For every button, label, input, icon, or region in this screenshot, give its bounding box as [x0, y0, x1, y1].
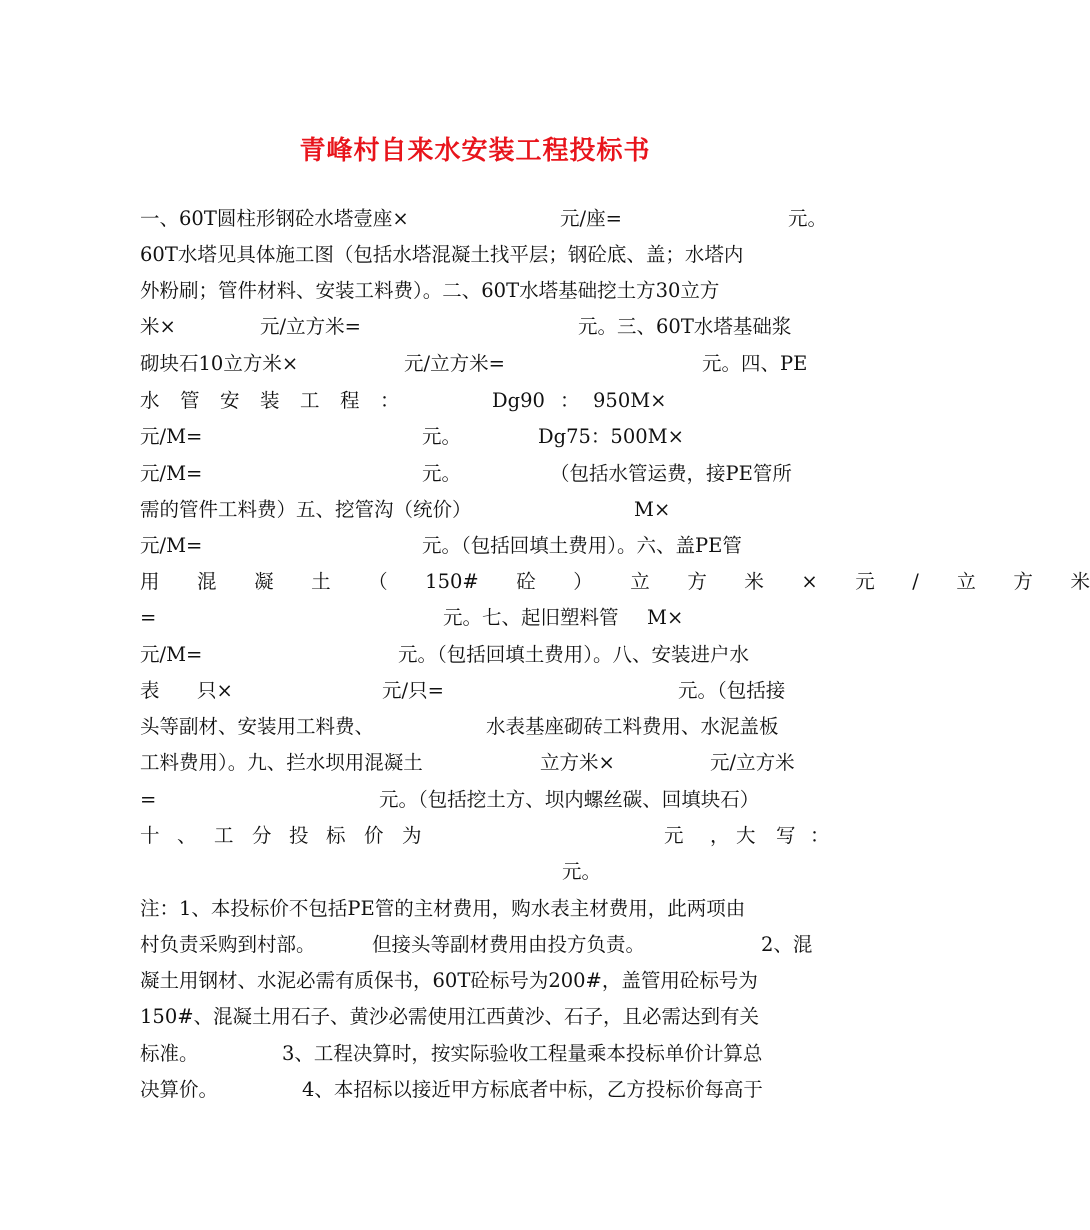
- text-segment: ：: [560, 389, 580, 412]
- text-segment: 大: [736, 824, 756, 847]
- text-segment: 标准。: [140, 1042, 199, 1065]
- text-segment: Dg75：500M×: [538, 425, 684, 448]
- text-line: [140, 1039, 812, 1069]
- text-segment: 装: [260, 389, 280, 412]
- text-line: [140, 676, 812, 706]
- text-segment: ）: [573, 570, 593, 593]
- text-line: [140, 640, 812, 670]
- text-segment: 米: [744, 570, 764, 593]
- text-segment: 元。四、PE: [702, 352, 808, 375]
- text-line: [140, 386, 812, 416]
- text-segment: 标: [326, 824, 346, 847]
- text-segment: 元/只=: [382, 679, 444, 702]
- text-segment: 950M×: [593, 389, 667, 412]
- text-segment: 价: [364, 824, 384, 847]
- text-line: [140, 312, 812, 342]
- text-line: [140, 276, 812, 306]
- text-line: [140, 712, 812, 742]
- text-segment: 分: [252, 824, 272, 847]
- text-segment: 一、60T圆柱形钢砼水塔壹座×: [140, 207, 409, 230]
- text-line: [140, 966, 812, 996]
- text-line: [140, 459, 812, 489]
- text-line: [140, 821, 830, 851]
- text-segment: 元: [664, 824, 684, 847]
- text-line: [140, 894, 812, 924]
- text-segment: 3、工程决算时，按实际验收工程量乘本投标单价计算总: [282, 1042, 763, 1065]
- text-segment: 元。（包括回填土费用）。八、安装进户水: [398, 643, 750, 666]
- text-segment: 元。: [788, 207, 828, 230]
- text-segment: 砼: [516, 570, 536, 593]
- text-line: [140, 930, 812, 960]
- text-line: [140, 567, 1090, 597]
- text-segment: Dg90: [492, 389, 545, 412]
- text-segment: 头等副材、安装用工料费、: [140, 715, 375, 738]
- text-segment: ：: [380, 389, 400, 412]
- text-segment: 水: [140, 389, 160, 412]
- text-segment: 方: [1013, 570, 1033, 593]
- text-segment: 元/M=: [140, 462, 203, 485]
- text-line: [140, 495, 812, 525]
- text-segment: 元/立方米=: [404, 352, 505, 375]
- text-segment: 、: [177, 824, 197, 847]
- text-segment: 投: [289, 824, 309, 847]
- text-segment: 混: [197, 570, 217, 593]
- text-segment: ：: [810, 824, 830, 847]
- text-segment: 写: [776, 824, 796, 847]
- text-segment: 村负责采购到村部。: [140, 933, 316, 956]
- text-segment: 水表基座砌砖工料费用、水泥盖板: [486, 715, 779, 738]
- text-line: [140, 1075, 812, 1105]
- text-segment: 程: [340, 389, 360, 412]
- text-segment: 工料费用）。九、拦水坝用混凝土: [140, 751, 423, 774]
- text-segment: （包括水管运费，接PE管所: [550, 462, 792, 485]
- text-segment: 砌块石10立方米×: [140, 352, 299, 375]
- text-segment: 元。三、60T水塔基础浆: [578, 315, 792, 338]
- text-segment: 外粉刷；管件材料、安装工料费）。二、60T水塔基础挖土方30立方: [140, 279, 720, 302]
- text-segment: 但接头等副材费用由投方负责。: [372, 933, 646, 956]
- text-segment: （: [368, 570, 388, 593]
- text-segment: 立: [956, 570, 976, 593]
- text-segment: /: [912, 570, 919, 593]
- text-segment: 2、混: [761, 933, 813, 956]
- text-segment: 元/M=: [140, 534, 203, 557]
- text-segment: 元。（包括接: [678, 679, 786, 702]
- text-segment: 元。七、起旧塑料管: [443, 606, 619, 629]
- text-segment: 立方米×: [540, 751, 615, 774]
- text-segment: 注：1、本投标价不包括PE管的主材费用，购水表主材费用，此两项由: [140, 897, 746, 920]
- text-segment: 十: [140, 824, 160, 847]
- text-segment: 150#: [425, 570, 479, 593]
- text-segment: 立: [630, 570, 650, 593]
- text-line: [140, 857, 812, 887]
- text-segment: 米×: [140, 315, 176, 338]
- text-segment: 元/立方米=: [260, 315, 361, 338]
- text-line: [140, 422, 812, 452]
- text-segment: 只×: [197, 679, 233, 702]
- text-segment: 表: [140, 679, 160, 702]
- text-segment: 元/座=: [560, 207, 622, 230]
- text-line: [140, 204, 828, 234]
- text-segment: 需的管件工料费）五、挖管沟（统价）: [140, 498, 472, 521]
- text-segment: 方: [687, 570, 707, 593]
- text-line: [140, 1002, 812, 1032]
- text-line: [140, 240, 812, 270]
- text-segment: 元。: [422, 425, 462, 448]
- text-segment: 元。（包括挖土方、坝内螺丝碳、回填块石）: [379, 788, 760, 811]
- text-segment: M×: [634, 498, 671, 521]
- text-segment: 元。: [422, 462, 462, 485]
- text-line: [140, 748, 812, 778]
- text-segment: 元。（包括回填土费用）。六、盖PE管: [422, 534, 742, 557]
- text-segment: 4、本招标以接近甲方标底者中标，乙方投标价每高于: [302, 1078, 763, 1101]
- text-segment: 元: [855, 570, 875, 593]
- text-segment: M×: [647, 606, 684, 629]
- text-segment: 工: [214, 824, 234, 847]
- text-line: [140, 531, 812, 561]
- text-segment: 用: [140, 570, 160, 593]
- text-segment: 土: [311, 570, 331, 593]
- text-segment: 凝土用钢材、水泥必需有质保书，60T砼标号为200#，盖管用砼标号为: [140, 969, 758, 992]
- text-line: [140, 349, 812, 379]
- text-segment: =: [140, 788, 157, 811]
- text-segment: 决算价。: [140, 1078, 219, 1101]
- text-segment: 米: [1070, 570, 1090, 593]
- text-line: [140, 785, 812, 815]
- text-segment: =: [140, 606, 157, 629]
- text-segment: 元。: [562, 860, 602, 883]
- text-line: [140, 603, 812, 633]
- text-segment: 凝: [254, 570, 274, 593]
- text-segment: 元/M=: [140, 643, 203, 666]
- text-segment: ，: [710, 824, 730, 847]
- text-segment: 管: [180, 389, 200, 412]
- text-segment: 150#、混凝土用石子、黄沙必需使用江西黄沙、石子，且必需达到有关: [140, 1005, 760, 1028]
- text-segment: 工: [300, 389, 320, 412]
- page-title: 青峰村自来水安装工程投标书: [299, 136, 651, 166]
- text-segment: 为: [402, 824, 422, 847]
- text-segment: 元/立方米: [710, 751, 795, 774]
- text-segment: 60T水塔见具体施工图（包括水塔混凝土找平层；钢砼底、盖；水塔内: [140, 243, 744, 266]
- text-segment: 元/M=: [140, 425, 203, 448]
- text-segment: ×: [801, 570, 818, 593]
- text-segment: 安: [220, 389, 240, 412]
